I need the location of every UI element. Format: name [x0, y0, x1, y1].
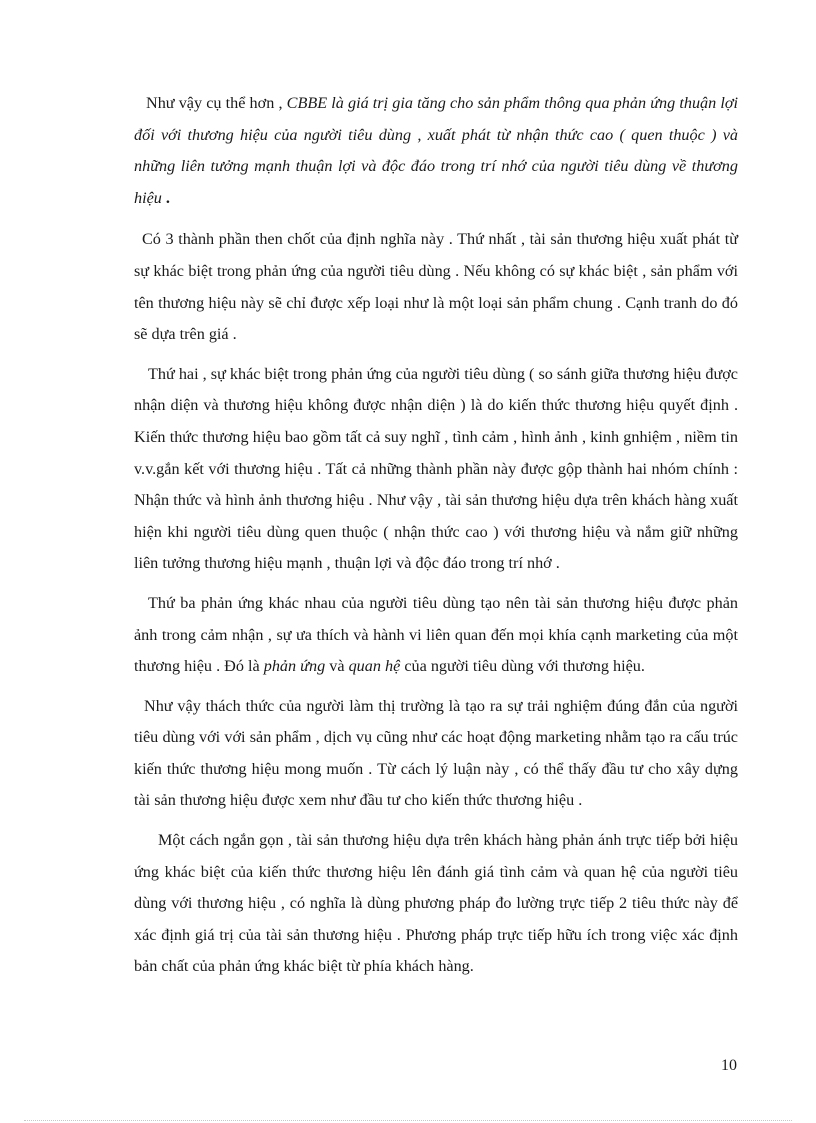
paragraph-lead-text: Như vậy cụ thể hơn , [146, 94, 283, 112]
paragraph-text-part: và [325, 657, 349, 676]
italic-term-relationship: quan hệ [348, 657, 401, 676]
document-page [134, 88, 738, 991]
page-number: 10 [721, 1057, 737, 1074]
paragraph-text-part: của người tiêu dùng với thương hiệu. [400, 657, 645, 676]
paragraph-cbbe-definition [134, 88, 738, 214]
paragraph-end-mark: . [161, 188, 170, 207]
page-bottom-divider [24, 1120, 792, 1121]
paragraph-second-component: Thứ hai , sự khác biệt trong phản ứng của người tiêu dùng ( so sánh giữa thương hiệu được nhận diện và thương hiệu không được nhận diện ) là do kiến thức thương hiệu quyết định . Kiến thức thương hiệu bao gồm tất cả suy nghĩ , tình cảm , hình ảnh , kinh gnhiệm , niềm tin v.v.gắn kết với thương hiệu . Tất cả những thành phần này được gộp thành hai nhóm chính : Nhận thức và hình ảnh thương hiệu . Như vậy , tài sản thương hiệu dựa trên khách hàng xuất hiện khi người tiêu dùng quen thuộc ( nhận thức cao ) với thương hiệu và nắm giữ những liên tưởng thương hiệu mạnh , thuận lợi và độc đáo trong trí nhớ . [134, 364, 738, 573]
paragraph-summary: Một cách ngắn gọn , tài sản thương hiệu dựa trên khách hàng phản ánh trực tiếp bởi hiệu ứng khác biệt của kiến thức thương hiệu lên đánh giá tình cảm và quan hệ của người tiêu dùng với thương hiệu , có nghĩa là dùng phương pháp đo lường trực tiếp 2 tiêu thức này để xác định giá trị của tài sản thương hiệu . Phương pháp trực tiếp hữu ích trong việc xác định bản chất của phản ứng khác biệt từ phía khách hàng. [134, 831, 738, 976]
paragraph-three-components: Có 3 thành phần then chốt của định nghĩa này . Thứ nhất , tài sản thương hiệu xuất phát từ sự khác biệt trong phản ứng của người tiêu dùng . Nếu không có sự khác biệt , sản phẩm với tên thương hiệu này sẽ chỉ được xếp loại như là một loại sản phẩm chung . Cạnh tranh do đó sẽ dựa trên giá . [134, 230, 738, 344]
definition-italic-text: CBBE là giá trị gia tăng cho sản phẩm thông qua phản ứng thuận lợi đối với thương hiệu của người tiêu dùng , xuất phát từ nhận thức cao ( quen thuộc ) và những liên tưởng mạnh thuận lợi và độc đáo trong trí nhớ của người tiêu dùng về thương hiệu [134, 94, 738, 207]
paragraph-third-component [134, 588, 738, 683]
italic-term-response: phản ứng [263, 657, 326, 676]
paragraph-marketer-challenge: Như vậy thách thức của người làm thị trường là tạo ra sự trải nghiệm đúng đắn của người tiêu dùng với với sản phẩm , dịch vụ cũng như các hoạt động marketing nhằm tạo ra cấu trúc kiến thức thương hiệu mong muốn . Từ cách lý luận này , có thể thấy đầu tư cho xây dựng tài sản thương hiệu được xem như đầu tư cho kiến thức thương hiệu . [134, 696, 738, 810]
paragraph-text-part: Thứ ba phản ứng khác nhau của người tiêu dùng tạo nên tài sản thương hiệu được phản ảnh trong cảm nhận , sự ưa thích và hành vi liên quan đến mọi khía cạnh marketing của một thương hiệu . Đó là [134, 593, 738, 676]
